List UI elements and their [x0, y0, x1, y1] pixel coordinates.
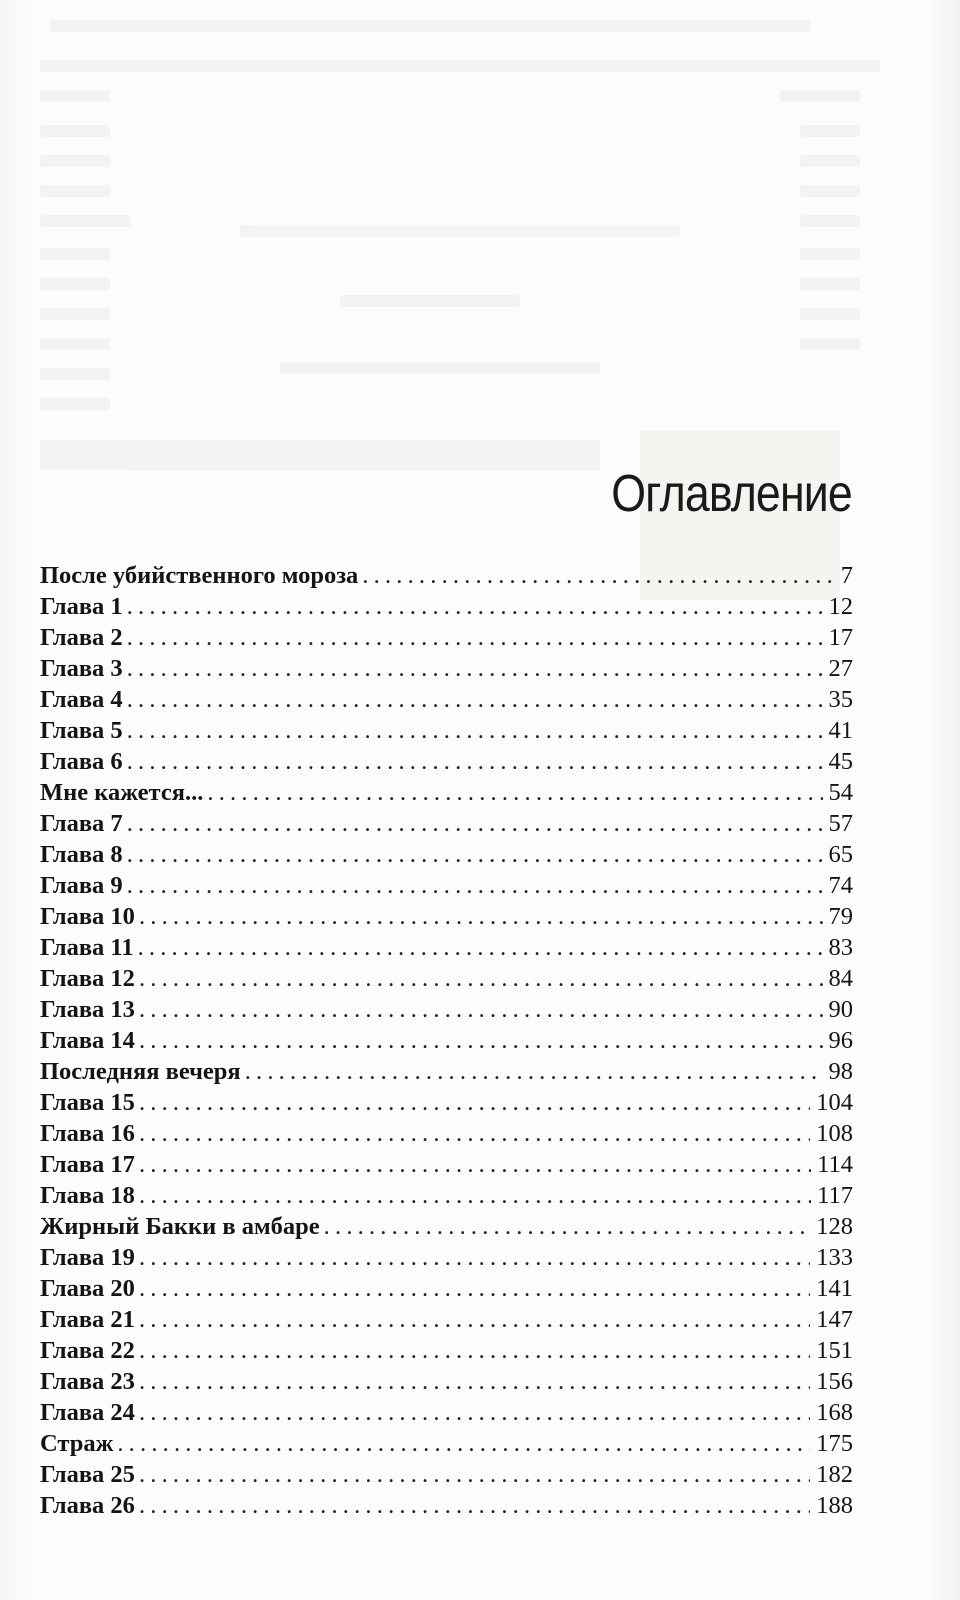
- toc-entry-page-number: 57: [828, 810, 853, 837]
- toc-entry: [40, 839, 853, 870]
- toc-entry: [40, 591, 853, 622]
- toc-entry-label: Глава 17: [40, 1151, 135, 1178]
- toc-entry-label: Глава 18: [40, 1182, 135, 1209]
- dot-leader: [127, 591, 823, 622]
- toc-entry-page-number: 7: [840, 562, 853, 589]
- toc-entry-page-number: 98: [828, 1058, 853, 1085]
- toc-entry-page-number: 156: [816, 1368, 853, 1395]
- toc-entry-page-number: 35: [828, 686, 853, 713]
- toc-entry-page-number: 168: [816, 1399, 853, 1426]
- toc-entry-page-number: 104: [816, 1089, 853, 1116]
- toc-entry: [40, 1149, 853, 1180]
- toc-entry-label: Глава 22: [40, 1337, 135, 1364]
- toc-entry-label: После убийственного мороза: [40, 562, 359, 589]
- toc-entry-label: Глава 7: [40, 810, 123, 837]
- toc-entry-label: Глава 21: [40, 1306, 135, 1333]
- toc-entry: [40, 1118, 853, 1149]
- toc-entry-label: Глава 10: [40, 903, 135, 930]
- toc-entry-label: Глава 24: [40, 1399, 135, 1426]
- toc-entry-label: Глава 16: [40, 1120, 135, 1147]
- dot-leader: [127, 870, 823, 901]
- toc-entry: [40, 684, 853, 715]
- dot-leader: [245, 1056, 823, 1087]
- toc-entry-label: Глава 1: [40, 593, 123, 620]
- toc-entry: [40, 901, 853, 932]
- dot-leader: [127, 808, 823, 839]
- toc-entry-page-number: 96: [828, 1027, 853, 1054]
- toc-entry: [40, 870, 853, 901]
- toc-entry-page-number: 175: [816, 1430, 853, 1457]
- dot-leader: [139, 994, 823, 1025]
- dot-leader: [127, 839, 823, 870]
- dot-leader: [139, 1304, 810, 1335]
- toc-entry-label: Страж: [40, 1430, 114, 1457]
- toc-entry-label: Глава 5: [40, 717, 123, 744]
- toc-entry-label: Глава 13: [40, 996, 135, 1023]
- page-title: Оглавление: [611, 465, 852, 523]
- toc-entry-label: Жирный Бакки в амбаре: [40, 1213, 320, 1240]
- toc-entry-page-number: 54: [828, 779, 853, 806]
- toc-entry: [40, 994, 853, 1025]
- toc-entry-label: Глава 25: [40, 1461, 135, 1488]
- toc-entry: [40, 560, 853, 591]
- toc-entry: [40, 777, 853, 808]
- toc-entry-page-number: 128: [816, 1213, 853, 1240]
- dot-leader: [138, 932, 823, 963]
- toc-entry: [40, 1087, 853, 1118]
- toc-entry: [40, 808, 853, 839]
- toc-entry-page-number: 108: [816, 1120, 853, 1147]
- dot-leader: [139, 1335, 810, 1366]
- toc-entry-page-number: 27: [828, 655, 853, 682]
- dot-leader: [139, 1025, 823, 1056]
- toc-entry: [40, 715, 853, 746]
- toc-entry-page-number: 90: [828, 996, 853, 1023]
- toc-entry-label: Мне кажется...: [40, 779, 204, 806]
- dot-leader: [139, 963, 823, 994]
- toc-entry-label: Последняя вечеря: [40, 1058, 241, 1085]
- toc-entry-label: Глава 23: [40, 1368, 135, 1395]
- dot-leader: [139, 1366, 810, 1397]
- toc-entry: [40, 1459, 853, 1490]
- dot-leader: [139, 1397, 810, 1428]
- toc-entry: [40, 1211, 853, 1242]
- toc-entry-page-number: 12: [828, 593, 853, 620]
- dot-leader: [139, 1242, 810, 1273]
- toc-entry-page-number: 147: [816, 1306, 853, 1333]
- dot-leader: [127, 622, 823, 653]
- dot-leader: [207, 777, 822, 808]
- dot-leader: [139, 901, 823, 932]
- toc-entry: [40, 746, 853, 777]
- toc-entry: [40, 1490, 853, 1521]
- toc-entry-label: Глава 9: [40, 872, 123, 899]
- dot-leader: [127, 684, 823, 715]
- toc-entry-page-number: 17: [828, 624, 853, 651]
- toc-entry-page-number: 79: [828, 903, 853, 930]
- dot-leader: [139, 1149, 811, 1180]
- toc-entry: [40, 1242, 853, 1273]
- toc-entry-label: Глава 3: [40, 655, 123, 682]
- toc-entry: [40, 963, 853, 994]
- toc-entry-label: Глава 2: [40, 624, 123, 651]
- toc-entry-page-number: 74: [828, 872, 853, 899]
- toc-entry: [40, 1025, 853, 1056]
- dot-leader: [139, 1459, 810, 1490]
- toc-entry-label: Глава 14: [40, 1027, 135, 1054]
- toc-entry-label: Глава 11: [40, 934, 134, 961]
- dot-leader: [127, 715, 823, 746]
- toc-entry: [40, 1397, 853, 1428]
- toc-entry-label: Глава 6: [40, 748, 123, 775]
- toc-entry-label: Глава 15: [40, 1089, 135, 1116]
- bleed-through-background: [40, 0, 920, 640]
- toc-entry-label: Глава 8: [40, 841, 123, 868]
- dot-leader: [324, 1211, 811, 1242]
- dot-leader: [139, 1273, 810, 1304]
- toc-entry: [40, 653, 853, 684]
- toc-entry: [40, 1304, 853, 1335]
- toc-entry-label: Глава 12: [40, 965, 135, 992]
- toc-entry-page-number: 133: [816, 1244, 853, 1271]
- dot-leader: [139, 1087, 810, 1118]
- toc-entry-label: Глава 26: [40, 1492, 135, 1519]
- toc-entry: [40, 1180, 853, 1211]
- toc-entry-page-number: 41: [828, 717, 853, 744]
- toc-entry-page-number: 45: [828, 748, 853, 775]
- toc-entry-page-number: 84: [828, 965, 853, 992]
- toc-entry: [40, 1335, 853, 1366]
- toc-entry: [40, 1366, 853, 1397]
- toc-entry-label: Глава 4: [40, 686, 123, 713]
- toc-entry-page-number: 141: [816, 1275, 853, 1302]
- dot-leader: [139, 1180, 811, 1211]
- dot-leader: [117, 1428, 810, 1459]
- toc-entry: [40, 932, 853, 963]
- toc-entry-page-number: 114: [817, 1151, 853, 1178]
- toc-entry: [40, 1056, 853, 1087]
- toc-entry-label: Глава 19: [40, 1244, 135, 1271]
- toc-entry-page-number: 65: [828, 841, 853, 868]
- toc-entry-page-number: 182: [816, 1461, 853, 1488]
- toc-entry-label: Глава 20: [40, 1275, 135, 1302]
- toc-entry-page-number: 188: [816, 1492, 853, 1519]
- toc-entry-page-number: 151: [816, 1337, 853, 1364]
- dot-leader: [139, 1118, 810, 1149]
- toc-entry: [40, 1273, 853, 1304]
- toc-entry-page-number: 83: [828, 934, 853, 961]
- toc-entry: [40, 1428, 853, 1459]
- dot-leader: [139, 1490, 810, 1521]
- dot-leader: [127, 653, 823, 684]
- toc-entry: [40, 622, 853, 653]
- dot-leader: [127, 746, 823, 777]
- dot-leader: [362, 560, 834, 591]
- toc-entry-page-number: 117: [817, 1182, 853, 1209]
- table-of-contents: [40, 560, 853, 1521]
